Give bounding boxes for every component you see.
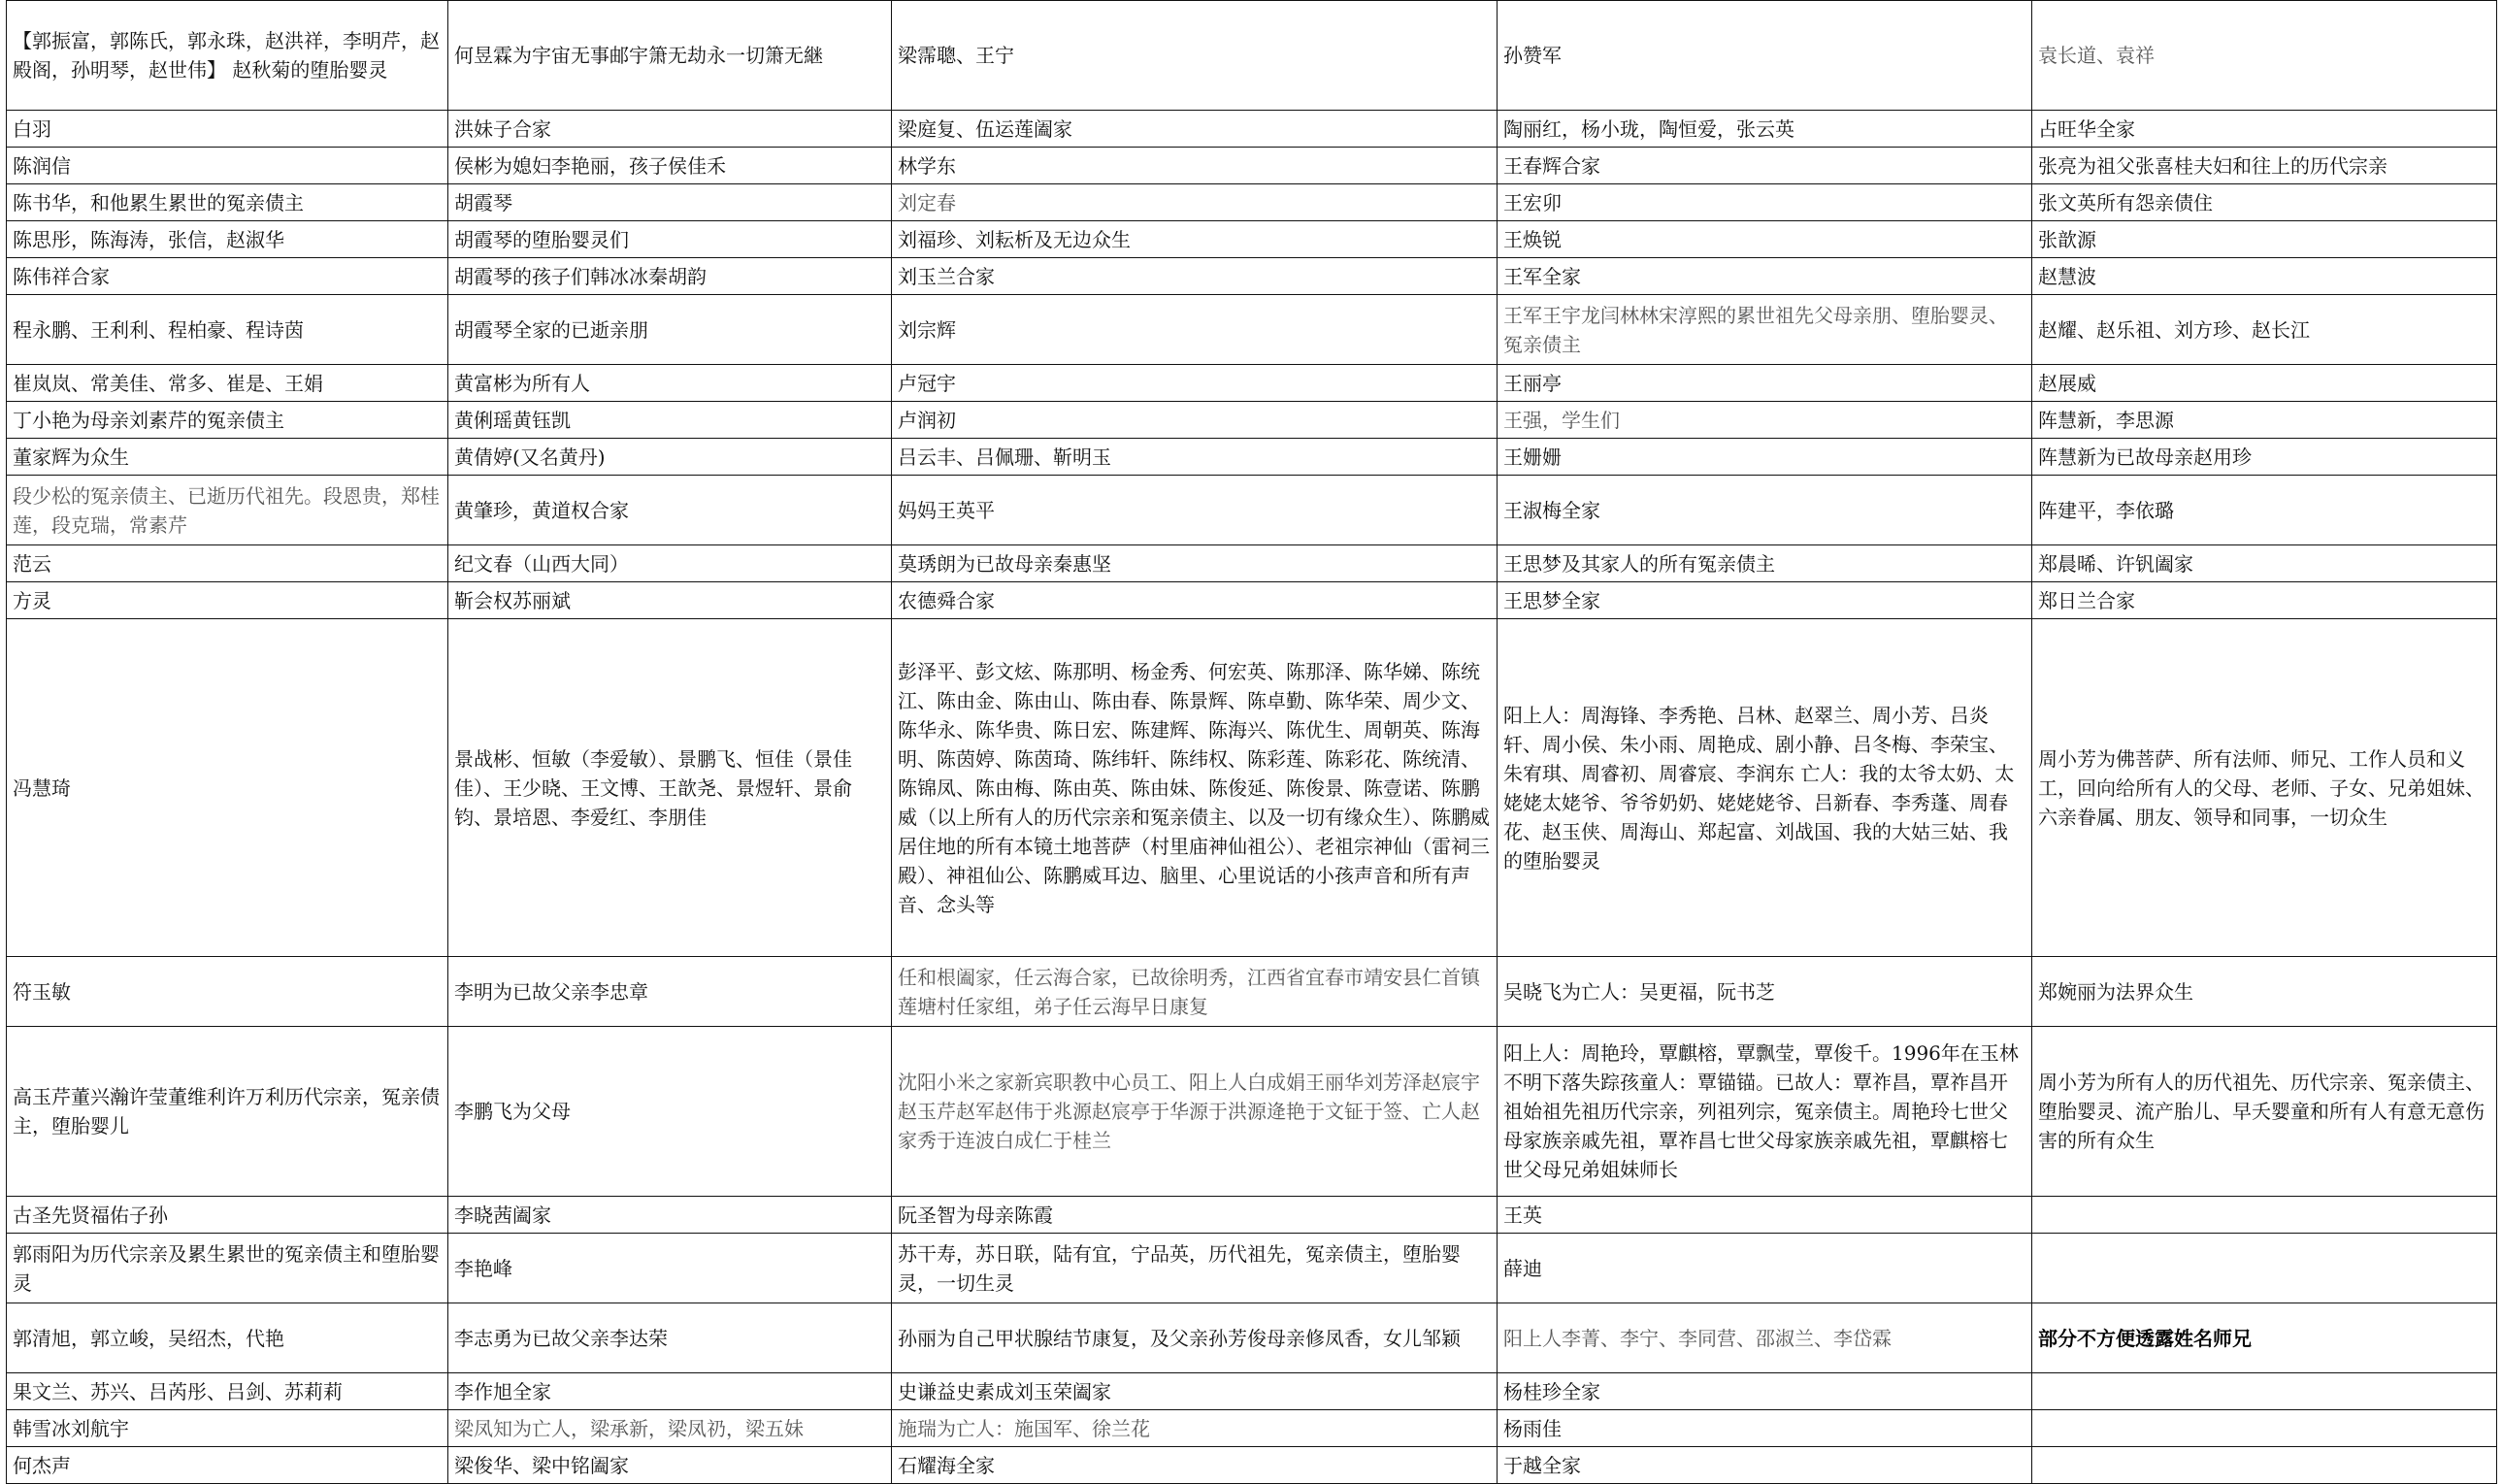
table-cell: 李晓茜阖家 <box>448 1197 892 1234</box>
table-cell: 王淑梅全家 <box>1498 476 2032 545</box>
table-cell: 王军全家 <box>1498 258 2032 295</box>
table-cell: 卢冠宇 <box>892 365 1498 402</box>
table-cell: 陈伟祥合家 <box>7 258 448 295</box>
table-cell: 刘定春 <box>892 184 1498 221</box>
table-cell: 靳会权苏丽斌 <box>448 582 892 619</box>
table-cell: 妈妈王英平 <box>892 476 1498 545</box>
table-cell: 陈书华，和他累生累世的冤亲债主 <box>7 184 448 221</box>
table-cell: 施瑞为亡人：施国军、徐兰花 <box>892 1410 1498 1447</box>
table-cell: 史谦益史素成刘玉荣阖家 <box>892 1373 1498 1410</box>
table-cell: 丁小艳为母亲刘素芹的冤亲债主 <box>7 402 448 439</box>
table-cell: 孙赞军 <box>1498 1 2032 111</box>
table-cell <box>2032 1410 2497 1447</box>
table-cell: 符玉敏 <box>7 957 448 1027</box>
table-row <box>7 402 2497 439</box>
table-cell: 莫琇朗为已故母亲秦惠坚 <box>892 545 1498 582</box>
table-row <box>7 365 2497 402</box>
table-cell: 阵慧新为已故母亲赵用珍 <box>2032 439 2497 476</box>
table-cell: 赵耀、赵乐祖、刘方珍、赵长江 <box>2032 295 2497 365</box>
table-cell: 任和根阖家，任云海合家，已故徐明秀，江西省宜春市靖安县仁首镇莲塘村任家组，弟子任云海早日康复 <box>892 957 1498 1027</box>
dedication-table <box>6 0 2497 1484</box>
table-cell: 王姗姗 <box>1498 439 2032 476</box>
table-cell <box>2032 1373 2497 1410</box>
table-cell: 洪妹子合家 <box>448 111 892 148</box>
table-row <box>7 1 2497 111</box>
table-cell: 胡霞琴全家的已逝亲朋 <box>448 295 892 365</box>
table-cell <box>2032 1234 2497 1303</box>
table-row <box>7 1027 2497 1197</box>
table-cell: 苏干寿，苏日联，陆有宜，宁品英，历代祖先，冤亲债主，堕胎婴灵，一切生灵 <box>892 1234 1498 1303</box>
table-cell: 王英 <box>1498 1197 2032 1234</box>
table-cell: 胡霞琴 <box>448 184 892 221</box>
table-cell: 李志勇为已故父亲李达荣 <box>448 1303 892 1373</box>
table-row <box>7 439 2497 476</box>
table-cell: 何昱霖为宇宙无事邮宇箫无劫永一切箫无継 <box>448 1 892 111</box>
table-cell: 刘玉兰合家 <box>892 258 1498 295</box>
table-cell: 部分不方便透露姓名师兄 <box>2032 1303 2497 1373</box>
table-cell: 白羽 <box>7 111 448 148</box>
table-cell: 方灵 <box>7 582 448 619</box>
table-cell: 韩雪冰刘航宇 <box>7 1410 448 1447</box>
table-cell: 纪文春（山西大同） <box>448 545 892 582</box>
table-cell: 李鹏飞为父母 <box>448 1027 892 1197</box>
table-cell <box>2032 1197 2497 1234</box>
table-cell: 吕云丰、吕佩珊、靳明玉 <box>892 439 1498 476</box>
table-cell: 李艳峰 <box>448 1234 892 1303</box>
table-cell: 农德舜合家 <box>892 582 1498 619</box>
table-cell: 黄富彬为所有人 <box>448 365 892 402</box>
table-cell: 彭泽平、彭文炫、陈那明、杨金秀、何宏英、陈那泽、陈华娣、陈统江、陈由金、陈由山、陈由春、陈景辉、陈卓勤、陈华荣、周少文、陈华永、陈华贵、陈日宏、陈建辉、陈海兴、陈优生、周朝英、陈海明、陈茵婷、陈茵琦、陈纬轩、陈纬权、陈彩莲、陈彩花、陈统清、陈锦凤、陈由梅、陈由英、陈由妹、陈俊延、陈俊景、陈壹诺、陈鹏威（以上所有人的历代宗亲和冤亲债主、以及一切有缘众生）、陈鹏威居住地的所有本镜土地菩萨（村里庙神仙祖公）、老祖宗神仙（雷祠三殿）、神祖仙公、陈鹏威耳边、脑里、心里说话的小孩声音和所有声音、念头等 <box>892 619 1498 957</box>
table-cell: 卢润初 <box>892 402 1498 439</box>
table-cell: 杨桂珍全家 <box>1498 1373 2032 1410</box>
table-row <box>7 111 2497 148</box>
table-cell: 阳上人：周海锋、李秀艳、吕林、赵翠兰、周小芳、吕炎轩、周小侯、朱小雨、周艳成、剧小静、吕冬梅、李荣宝、朱宥琪、周睿初、周睿宸、李润东 亡人：我的太爷太奶、太姥姥太姥爷、爷爷奶奶、姥姥姥爷、吕新春、李秀蓬、周春花、赵玉侠、周海山、郑起富、刘战国、我的大姑三姑、我的堕胎婴灵 <box>1498 619 2032 957</box>
table-cell: 占旺华全家 <box>2032 111 2497 148</box>
table-cell: 陈润信 <box>7 148 448 184</box>
table-cell: 陈思彤，陈海涛，张信，赵淑华 <box>7 221 448 258</box>
table-cell: 阵慧新，李思源 <box>2032 402 2497 439</box>
table-cell: 周小芳为佛菩萨、所有法师、师兄、工作人员和义工，回向给所有人的父母、老师、子女、兄弟姐妹、六亲眷属、朋友、领导和同事，一切众生 <box>2032 619 2497 957</box>
table-cell: 赵展威 <box>2032 365 2497 402</box>
table-cell: 范云 <box>7 545 448 582</box>
table-row <box>7 1303 2497 1373</box>
table-cell: 刘福珍、刘耘析及无边众生 <box>892 221 1498 258</box>
table-cell: 郭雨阳为历代宗亲及累生累世的冤亲债主和堕胎婴灵 <box>7 1234 448 1303</box>
table-cell: 梁俊华、梁中铭阖家 <box>448 1447 892 1484</box>
table-cell: 郑晨晞、许钒阖家 <box>2032 545 2497 582</box>
table-cell: 阮圣智为母亲陈霞 <box>892 1197 1498 1234</box>
table-cell: 沈阳小米之家新宾职教中心员工、阳上人白成娟王丽华刘芳泽赵宸宇赵玉芹赵军赵伟于兆源赵宸亭于华源于洪源逄艳于文钲于签、亡人赵家秀于连波白成仁于桂兰 <box>892 1027 1498 1197</box>
table-cell: 董家辉为众生 <box>7 439 448 476</box>
table-cell: 何杰声 <box>7 1447 448 1484</box>
table-cell: 崔岚岚、常美佳、常多、崔是、王娟 <box>7 365 448 402</box>
table-cell: 高玉芹董兴瀚许莹董维利许万利历代宗亲，冤亲债主，堕胎婴儿 <box>7 1027 448 1197</box>
table-cell: 王军王宇龙闫林林宋淳熙的累世祖先父母亲朋、堕胎婴灵、冤亲债主 <box>1498 295 2032 365</box>
table-cell: 于越全家 <box>1498 1447 2032 1484</box>
table-cell: 王宏卯 <box>1498 184 2032 221</box>
table-row <box>7 148 2497 184</box>
table-cell: 周小芳为所有人的历代祖先、历代宗亲、冤亲债主、堕胎婴灵、流产胎儿、早夭婴童和所有人有意无意伤害的所有众生 <box>2032 1027 2497 1197</box>
table-cell: 吴晓飞为亡人：吴更福，阮书芝 <box>1498 957 2032 1027</box>
table-cell: 林学东 <box>892 148 1498 184</box>
table-cell: 景战彬、恒敏（李爱敏）、景鹏飞、恒佳（景佳佳）、王少晓、王文博、王歆尧、景煜轩、景俞钧、景培恩、李爱红、李朋佳 <box>448 619 892 957</box>
table-cell: 黄倩婷(又名黄丹) <box>448 439 892 476</box>
table-row <box>7 1234 2497 1303</box>
table-cell: 张亮为祖父张喜桂夫妇和往上的历代宗亲 <box>2032 148 2497 184</box>
table-cell: 侯彬为媳妇李艳丽，孩子侯佳禾 <box>448 148 892 184</box>
table-cell: 王焕锐 <box>1498 221 2032 258</box>
table-cell: 孙丽为自己甲状腺结节康复，及父亲孙芳俊母亲修凤香，女儿邹颖 <box>892 1303 1498 1373</box>
table-cell: 程永鹏、王利利、程柏豪、程诗茵 <box>7 295 448 365</box>
table-cell: 郭清旭，郭立峻，吴绍杰，代艳 <box>7 1303 448 1373</box>
table-row <box>7 184 2497 221</box>
table-cell: 刘宗辉 <box>892 295 1498 365</box>
table-cell: 薛迪 <box>1498 1234 2032 1303</box>
table-cell: 段少松的冤亲债主、已逝历代祖先。段恩贵，郑桂莲，段克瑞，常素芹 <box>7 476 448 545</box>
table-cell: 王思梦及其家人的所有冤亲债主 <box>1498 545 2032 582</box>
table-cell: 王丽亭 <box>1498 365 2032 402</box>
table-row <box>7 221 2497 258</box>
table-cell: 石耀海全家 <box>892 1447 1498 1484</box>
table-cell: 赵慧波 <box>2032 258 2497 295</box>
table-cell: 梁凤知为亡人，梁承新，梁凤礽，梁五妹 <box>448 1410 892 1447</box>
table-cell: 黄俐瑶黄钰凯 <box>448 402 892 439</box>
table-cell: 黄肇珍，黄道权合家 <box>448 476 892 545</box>
table-row <box>7 545 2497 582</box>
table-cell: 阳上人：周艳玲，覃麒榕，覃飘莹，覃俊千。1996年在玉林不明下落失踪孩童人：覃锚锚。已故人：覃祚昌，覃祚昌开祖始祖先祖历代宗亲，列祖列宗，冤亲债主。周艳玲七世父母家族亲戚先祖，覃祚昌七世父母家族亲戚先祖，覃麒榕七世父母兄弟姐妹师长 <box>1498 1027 2032 1197</box>
table-cell: 冯慧琦 <box>7 619 448 957</box>
table-cell: 胡霞琴的堕胎婴灵们 <box>448 221 892 258</box>
table-row <box>7 258 2497 295</box>
table-cell: 袁长道、袁祥 <box>2032 1 2497 111</box>
table-cell: 李明为已故父亲李忠章 <box>448 957 892 1027</box>
table-cell: 郑婉丽为法界众生 <box>2032 957 2497 1027</box>
table-cell: 【郭振富，郭陈氏，郭永珠，赵洪祥，李明芹，赵殿阁，孙明琴，赵世伟】 赵秋菊的堕胎婴灵 <box>7 1 448 111</box>
table-cell: 张歆源 <box>2032 221 2497 258</box>
table-cell: 陶丽红，杨小珑，陶恒爱，张云英 <box>1498 111 2032 148</box>
table-cell: 阵建平，李依璐 <box>2032 476 2497 545</box>
table-cell: 郑日兰合家 <box>2032 582 2497 619</box>
table-cell: 王强，学生们 <box>1498 402 2032 439</box>
table-cell: 张文英所有怨亲债住 <box>2032 184 2497 221</box>
table-row <box>7 295 2497 365</box>
table-cell: 古圣先贤福佑子孙 <box>7 1197 448 1234</box>
table-row <box>7 1410 2497 1447</box>
table-body <box>7 1 2497 1484</box>
table-cell: 杨雨佳 <box>1498 1410 2032 1447</box>
table-row <box>7 1373 2497 1410</box>
table-row <box>7 1197 2497 1234</box>
table-cell: 梁霈聰、王宁 <box>892 1 1498 111</box>
table-cell: 梁庭复、伍运莲阖家 <box>892 111 1498 148</box>
table-row <box>7 619 2497 957</box>
table-cell: 王思梦全家 <box>1498 582 2032 619</box>
table-cell: 李作旭全家 <box>448 1373 892 1410</box>
table-cell: 阳上人李菁、李宁、李同营、邵淑兰、李岱霖 <box>1498 1303 2032 1373</box>
table-row <box>7 957 2497 1027</box>
table-row <box>7 582 2497 619</box>
table-row <box>7 476 2497 545</box>
table-cell: 胡霞琴的孩子们韩冰冰秦胡韵 <box>448 258 892 295</box>
table-cell: 果文兰、苏兴、吕芮彤、吕剑、苏莉莉 <box>7 1373 448 1410</box>
table-cell: 王春辉合家 <box>1498 148 2032 184</box>
